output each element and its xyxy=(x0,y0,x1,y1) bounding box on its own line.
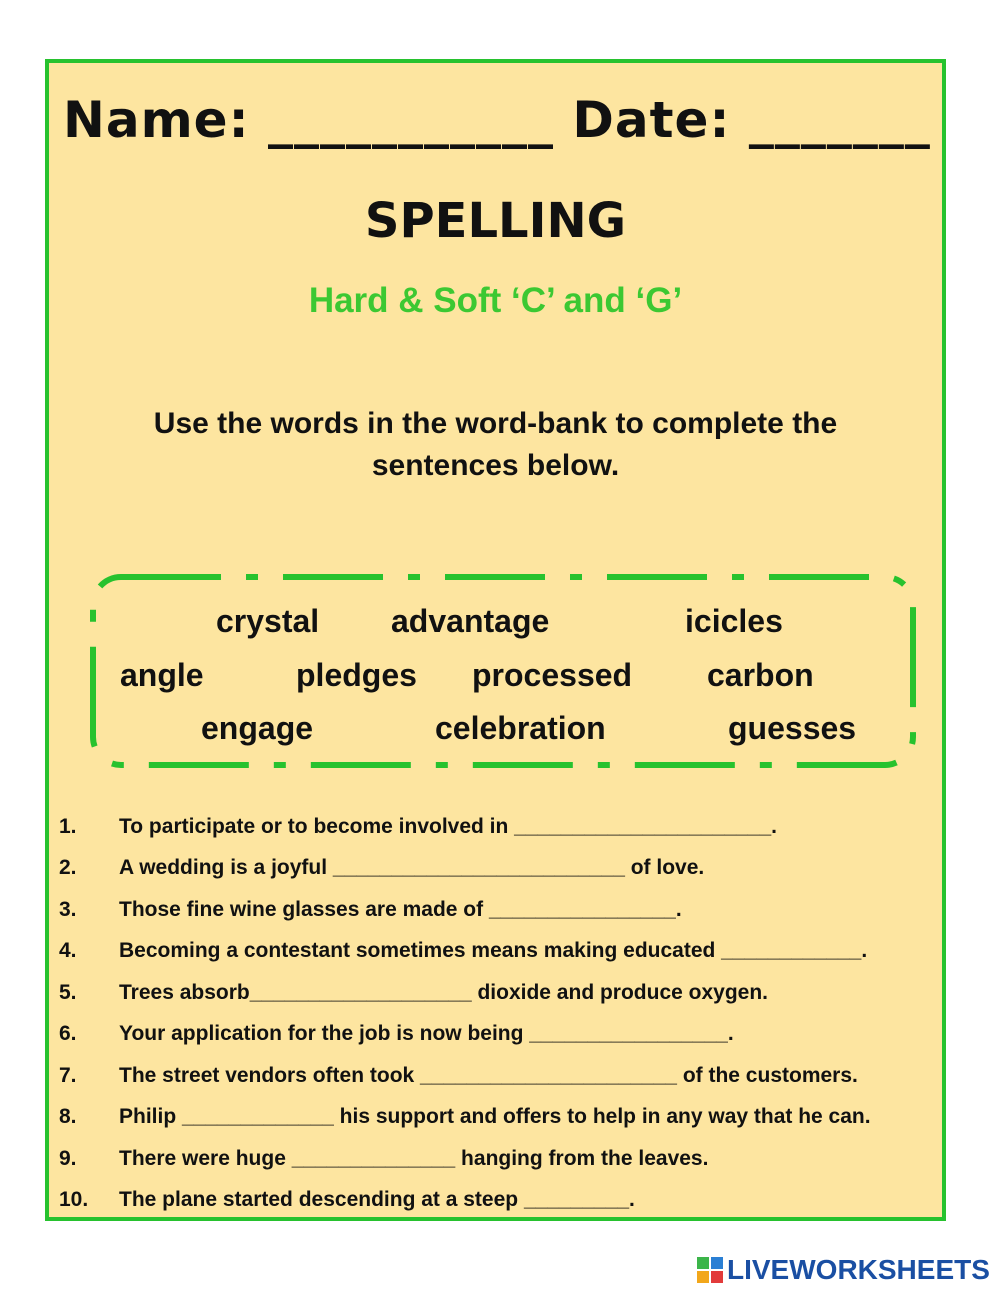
question-number: 1. xyxy=(59,815,77,838)
word-bank-item: carbon xyxy=(707,657,814,693)
word-bank-item: icicles xyxy=(685,603,783,639)
name-date-line: Name: ___________ Date: _______ xyxy=(63,91,931,149)
question-text[interactable]: There were huge ______________ hanging from the leaves. xyxy=(119,1147,709,1170)
word-bank-item: crystal xyxy=(216,603,320,639)
question-text[interactable]: Philip _____________ his support and offers to help in any way that he can. xyxy=(119,1105,871,1128)
question-number: 10. xyxy=(59,1188,89,1211)
question-text[interactable]: The street vendors often took ______________________ of the customers. xyxy=(119,1064,858,1087)
word-bank-item: pledges xyxy=(296,657,417,693)
word-bank-item: guesses xyxy=(728,710,857,746)
question-number: 3. xyxy=(59,898,77,921)
question-number: 6. xyxy=(59,1022,77,1045)
question-number: 9. xyxy=(59,1147,77,1170)
question-text[interactable]: Your application for the job is now being _________________. xyxy=(119,1022,734,1045)
word-bank-item: advantage xyxy=(391,603,550,639)
logo-text: LIVEWORKSHEETS xyxy=(727,1254,990,1285)
question-number: 8. xyxy=(59,1105,77,1128)
question-text[interactable]: To participate or to become involved in ______________________. xyxy=(119,815,777,838)
question-text[interactable]: The plane started descending at a steep _________. xyxy=(119,1188,635,1211)
word-bank-item: processed xyxy=(472,657,633,693)
question-number: 5. xyxy=(59,981,77,1004)
question-number: 4. xyxy=(59,939,77,962)
page-subtitle: Hard & Soft ‘C’ and ‘G’ xyxy=(308,281,683,320)
worksheet-frame xyxy=(45,59,946,1221)
question-text[interactable]: A wedding is a joyful _________________________ of love. xyxy=(119,856,705,879)
page-title: SPELLING xyxy=(364,193,627,249)
instructions-text: Use the words in the word-bank to complete the sentences below. xyxy=(153,407,838,482)
liveworksheets-logo[interactable] xyxy=(697,1255,990,1285)
word-bank-item: angle xyxy=(120,657,204,693)
word-bank-item: engage xyxy=(201,710,314,746)
question-number: 7. xyxy=(59,1064,77,1087)
question-text[interactable]: Those fine wine glasses are made of ________________. xyxy=(119,898,682,921)
word-bank-item: celebration xyxy=(435,710,606,746)
question-text[interactable]: Trees absorb___________________ dioxide and produce oxygen. xyxy=(119,981,769,1004)
question-text[interactable]: Becoming a contestant sometimes means making educated ____________. xyxy=(119,939,868,962)
liveworksheets-logo-icon xyxy=(697,1257,723,1283)
question-number: 2. xyxy=(59,856,77,879)
